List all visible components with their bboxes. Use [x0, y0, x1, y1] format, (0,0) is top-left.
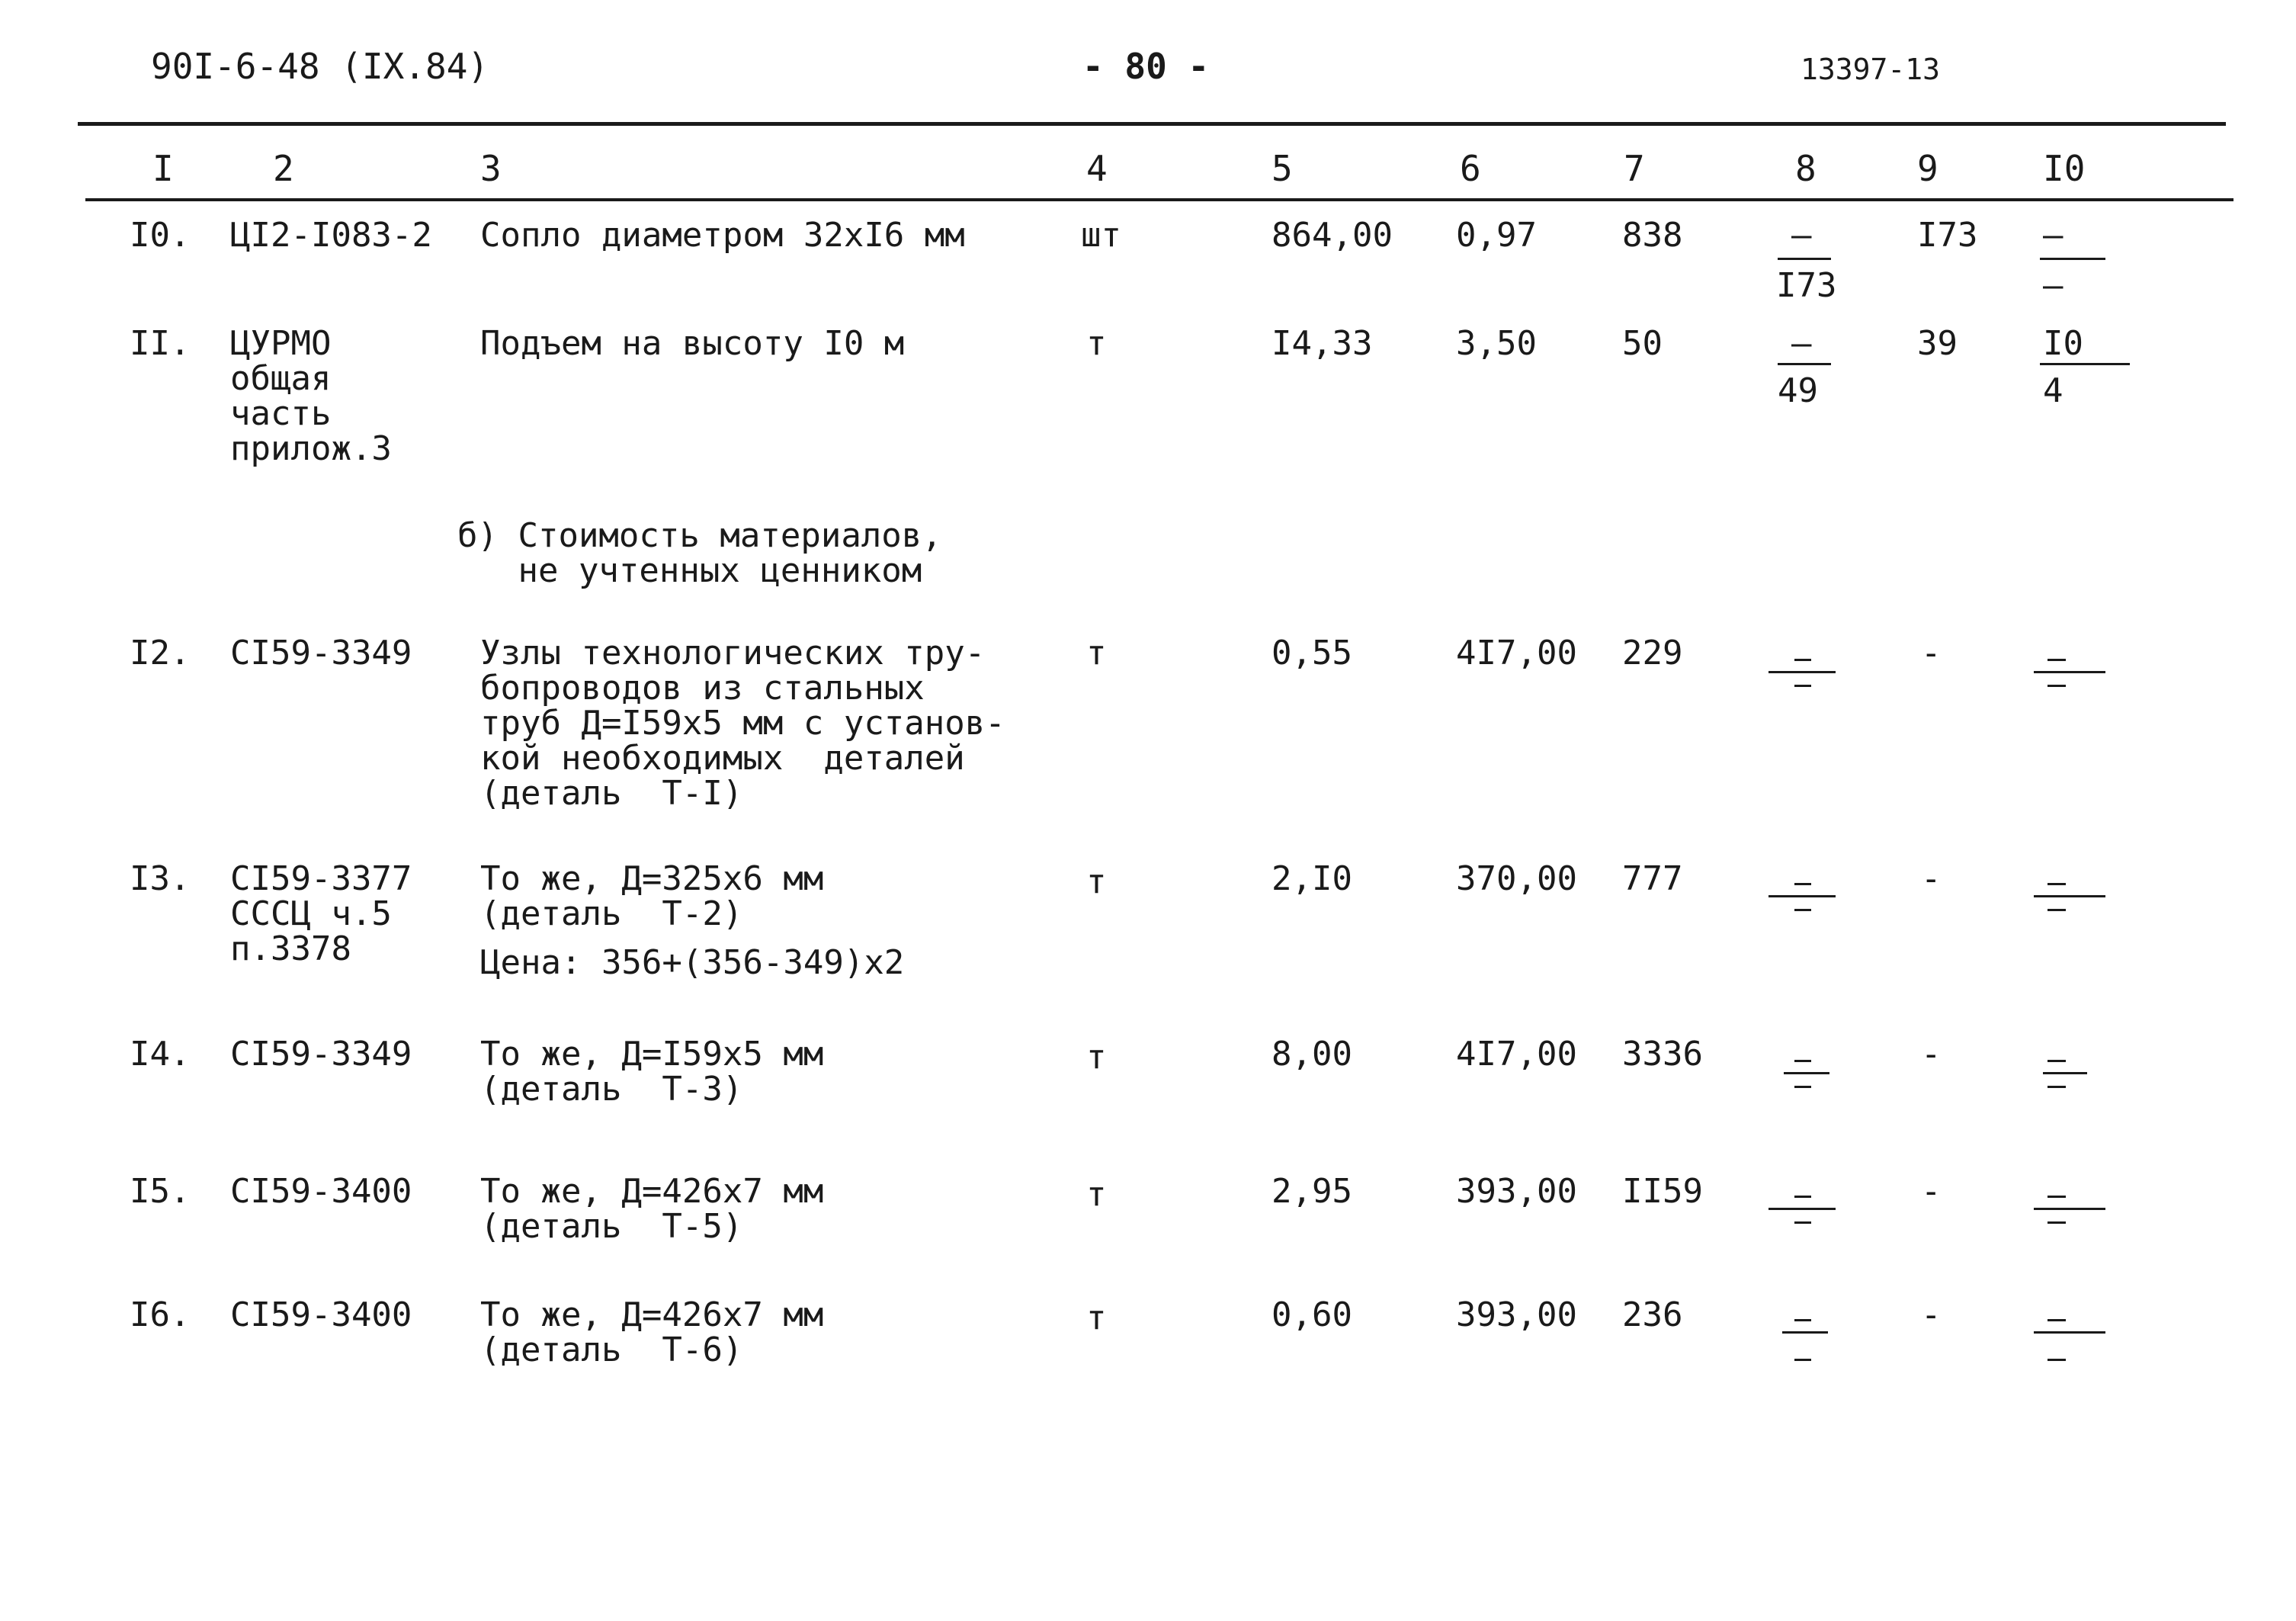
header-rule: [85, 198, 2233, 201]
row-unit: шт: [1081, 216, 1121, 255]
row-code: СI59-3400: [230, 1172, 412, 1211]
row-col5: 2,I0: [1271, 859, 1352, 898]
row-code: СI59-3400: [230, 1295, 412, 1334]
row-col6: 3,50: [1456, 324, 1537, 363]
row-col7: 777: [1622, 859, 1683, 898]
row-number: I5.: [130, 1172, 191, 1211]
row-col5: 864,00: [1271, 216, 1393, 255]
row-col8-bottom: 49: [1778, 371, 1818, 410]
row-number: I2.: [130, 634, 191, 672]
row-code: ЦI2-I083-2: [230, 216, 432, 255]
row-col6: 0,97: [1456, 216, 1537, 255]
row-description: То же, Д=I59x5 мм (деталь Т-3): [480, 1035, 824, 1109]
row-col9: 39: [1917, 324, 1958, 363]
col-header-4: 4: [1086, 148, 1108, 189]
row-unit: т: [1086, 862, 1107, 901]
row-col5: 2,95: [1271, 1172, 1352, 1211]
row-description: Подъем на высоту I0 м: [480, 324, 905, 363]
fraction-line: [1778, 363, 1831, 365]
row-col7: 50: [1622, 324, 1663, 363]
row-col9: I73: [1917, 216, 1978, 255]
row-code: СI59-3349: [230, 1035, 412, 1074]
row-col9: -: [1921, 1172, 1942, 1211]
row-col9: -: [1921, 1035, 1942, 1074]
row-col6: 4I7,00: [1456, 1035, 1577, 1074]
row-unit: т: [1086, 1038, 1107, 1077]
price-note: Цена: 356+(356-349)x2: [480, 943, 905, 982]
row-col5: 0,60: [1271, 1295, 1352, 1334]
row-number: I4.: [130, 1035, 191, 1074]
row-col8-bottom: I73: [1776, 266, 1837, 305]
row-description: Сопло диаметром 32xI6 мм: [480, 216, 965, 255]
row-col9: -: [1921, 634, 1942, 672]
row-col10-bottom: 4: [2043, 371, 2064, 410]
row-col7: 236: [1622, 1295, 1683, 1334]
row-col8-top: –: [1791, 216, 1812, 255]
row-col7: 229: [1622, 634, 1683, 672]
row-col6: 370,00: [1456, 859, 1577, 898]
col-header-8: 8: [1795, 148, 1817, 189]
row-col5: 0,55: [1271, 634, 1352, 672]
row-col7: II59: [1622, 1172, 1703, 1211]
row-col5: I4,33: [1271, 324, 1373, 363]
col-header-1: I: [152, 148, 174, 189]
row-number: I0.: [130, 216, 191, 255]
col-header-10: I0: [2043, 148, 2086, 189]
row-description: То же, Д=325x6 мм (деталь Т-2): [480, 859, 824, 933]
col-header-9: 9: [1917, 148, 1938, 189]
row-number: I6.: [130, 1295, 191, 1334]
page-number: - 80 -: [1082, 46, 1210, 87]
col-header-2: 2: [273, 148, 294, 189]
row-code: ЦУРМО общая часть прилож.3: [230, 324, 392, 468]
row-col9: -: [1921, 859, 1942, 898]
row-description: То же, Д=426x7 мм (деталь Т-5): [480, 1172, 824, 1246]
fraction-line: [2040, 258, 2105, 260]
col-header-7: 7: [1624, 148, 1645, 189]
row-col6: 393,00: [1456, 1172, 1577, 1211]
row-col5: 8,00: [1271, 1035, 1352, 1074]
row-code: СI59-3349: [230, 634, 412, 672]
section-heading: б) Стоимость материалов, не учтенных ценником: [457, 516, 942, 590]
row-description: То же, Д=426x7 мм (деталь Т-6): [480, 1295, 824, 1369]
sheet-code: 13397-13: [1801, 53, 1941, 86]
row-unit: т: [1086, 1298, 1107, 1337]
row-col7: 838: [1622, 216, 1683, 255]
row-unit: т: [1086, 1175, 1107, 1214]
top-rule: [78, 122, 2226, 126]
row-number: I3.: [130, 859, 191, 898]
doc-code: 90I-6-48 (IX.84): [151, 46, 489, 87]
col-header-5: 5: [1271, 148, 1293, 189]
row-unit: т: [1086, 634, 1107, 672]
col-header-3: 3: [480, 148, 502, 189]
row-description: Узлы технологических тру- бопроводов из стальных труб Д=I59x5 мм с установ- кой необходимых деталей (деталь Т-I): [480, 634, 1005, 813]
row-col6: 4I7,00: [1456, 634, 1577, 672]
row-unit: т: [1086, 324, 1107, 363]
fraction-line: [2040, 363, 2130, 365]
row-col10-top: I0: [2043, 324, 2083, 363]
row-col10-top: –: [2043, 216, 2064, 255]
row-number: II.: [130, 324, 191, 363]
fraction-line: [1778, 258, 1831, 260]
row-col7: 3336: [1622, 1035, 1703, 1074]
row-col6: 393,00: [1456, 1295, 1577, 1334]
row-code: СI59-3377 СССЦ ч.5 п.3378: [230, 859, 412, 968]
col-header-6: 6: [1460, 148, 1481, 189]
row-col8-top: –: [1791, 324, 1812, 363]
row-col10-bottom: –: [2043, 266, 2064, 305]
row-col9: -: [1921, 1295, 1942, 1334]
